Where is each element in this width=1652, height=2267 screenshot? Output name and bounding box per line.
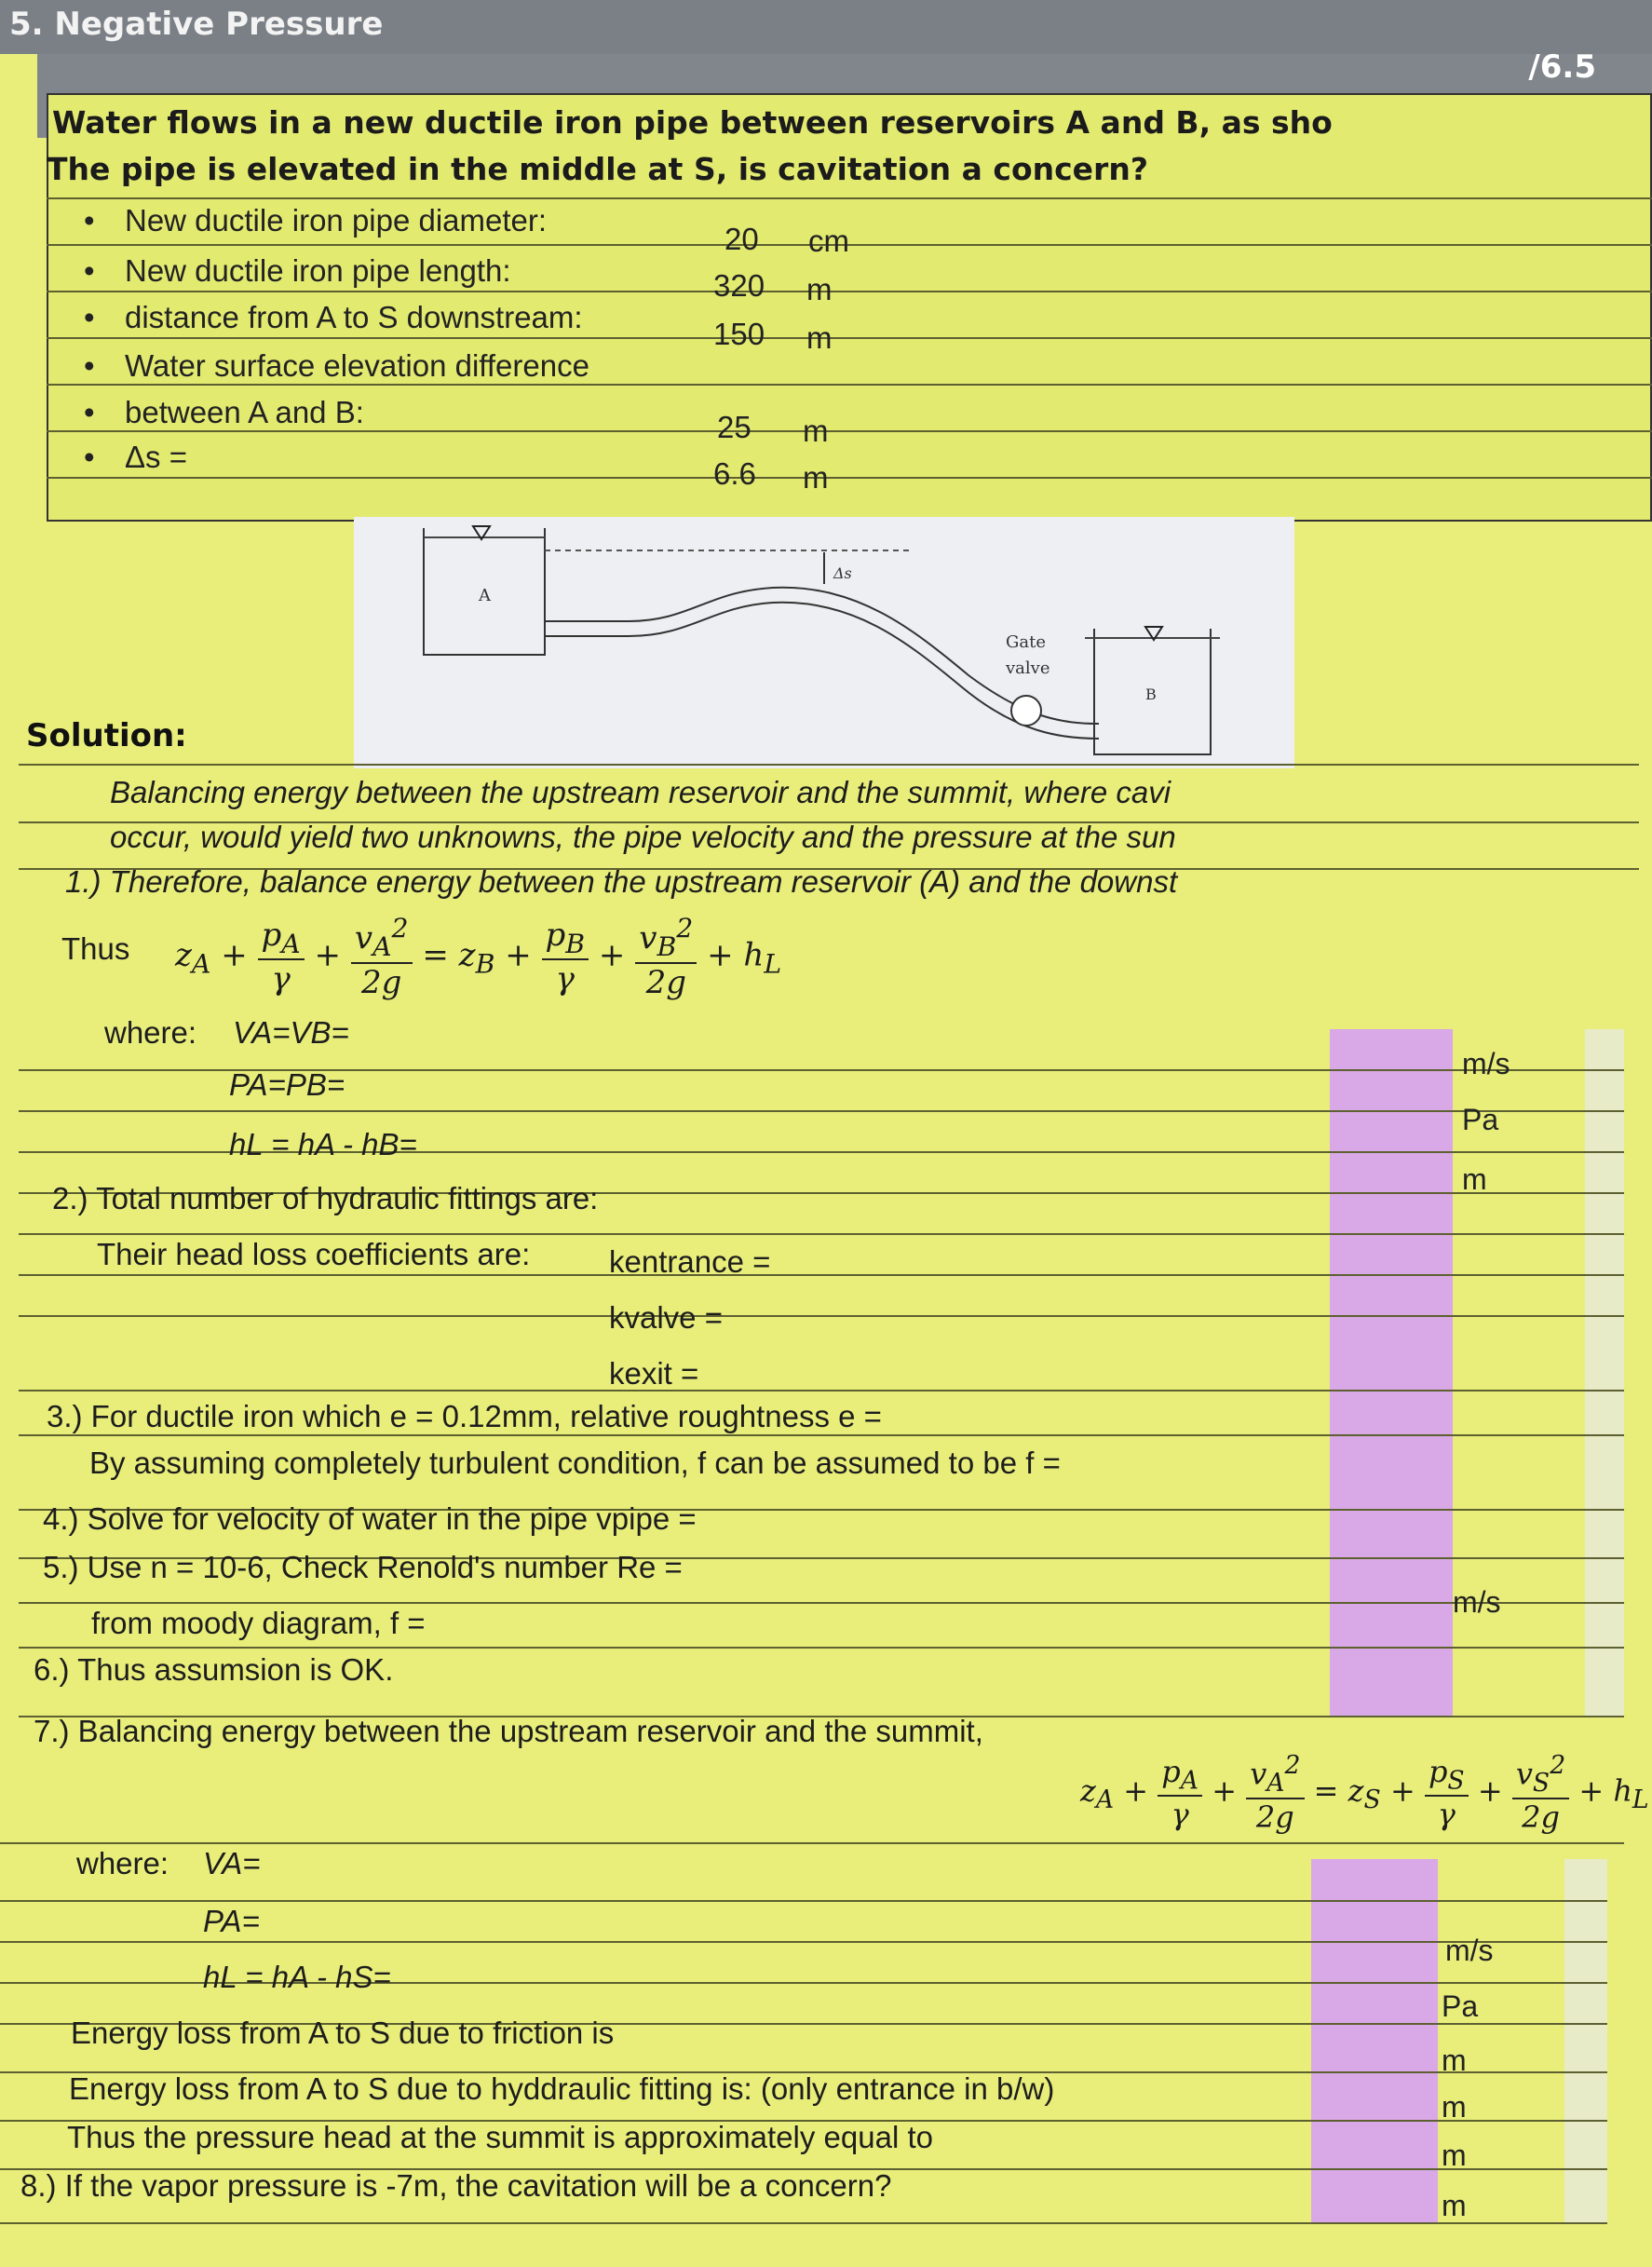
pipe-diagram-svg [354, 517, 1294, 768]
list-item: • Water surface elevation difference [84, 348, 589, 383]
unit-label: m [1462, 1162, 1487, 1196]
hl-label: hL = hA - hS= [203, 1960, 391, 1994]
k-entrance-label: kentrance = [609, 1244, 771, 1279]
divider [19, 764, 1639, 766]
k-valve-label: kvalve = [609, 1300, 723, 1335]
divider [47, 430, 1652, 432]
unit-label: m/s [1453, 1585, 1501, 1619]
header-bar [0, 0, 1652, 54]
item-value: 20 [724, 222, 759, 256]
energy-equation-2: $z_A$ + $\frac{p_A}{\gamma}$ + $\frac{v_A^2}{2g}$ = $z_S$ + $\frac{p_S}{\gamma}$ + $\frac{v_S^2}{2g}$ + $h_L$ [1080, 1751, 1649, 1836]
list-item: • Δs = [84, 440, 187, 474]
divider [47, 477, 1652, 479]
va-vb-label: VA=VB= [233, 1015, 349, 1050]
where-label: where: [104, 1015, 197, 1050]
solution-heading: Solution: [26, 717, 187, 754]
problem-line-2: The pipe is elevated in the middle at S, is cavitation a concern? [47, 151, 1148, 187]
step-3b: By assuming completely turbulent condition, f can be assumed to be f = [89, 1446, 1061, 1480]
step-7: 7.) Balancing energy between the upstream reservoir and the summit, [34, 1714, 983, 1748]
divider [0, 1842, 1624, 1844]
energy-equation-1: $z_A$ + $\frac{p_A}{\gamma}$ + $\frac{v_A^2}{2g}$ = $z_B$ + $\frac{p_B}{\gamma}$ + $\frac{v_B^2}{2g}$ + $h_L$ [175, 913, 782, 1002]
pressure-head-label: Thus the pressure head at the summit is approximately equal to [67, 2120, 933, 2154]
answer-column[interactable] [1330, 1029, 1453, 1717]
step-5: 5.) Use n = 10-6, Check Renold's number Re = [43, 1550, 683, 1584]
unit-label: m/s [1445, 1934, 1494, 1967]
item-unit: m [803, 414, 829, 448]
step-8: 8.) If the vapor pressure is -7m, the cavitation will be a concern? [20, 2168, 892, 2203]
divider [47, 197, 1652, 199]
gate-label: Gate [1006, 632, 1046, 652]
thus-label: Thus [61, 931, 130, 966]
step-1: 1.) Therefore, balance energy between the upstream reservoir (A) and the downst [65, 864, 1178, 899]
list-item: • distance from A to S downstream: [84, 300, 583, 334]
pa-pb-label: PA=PB= [229, 1067, 345, 1102]
valve-label: valve [1006, 658, 1050, 678]
pa-label: PA= [203, 1904, 260, 1938]
step-2: 2.) Total number of hydraulic fittings are: [52, 1181, 599, 1215]
list-item: • between A and B: [84, 395, 364, 429]
divider [19, 1315, 1624, 1317]
divider [19, 1647, 1624, 1649]
unit-label: m [1442, 2138, 1467, 2172]
label-delta-s: Δs [833, 564, 852, 582]
list-item: • New ductile iron pipe diameter: [84, 203, 548, 238]
question-title: 5. Negative Pressure [9, 6, 384, 43]
gate-valve-icon [1011, 696, 1041, 726]
item-unit: m [806, 272, 833, 306]
divider [19, 1233, 1624, 1235]
coefficient-label: Their head loss coefficients are: [97, 1237, 531, 1271]
divider [0, 2222, 1607, 2224]
label-b: B [1145, 686, 1157, 703]
pipe-diagram [354, 517, 1294, 768]
step-3: 3.) For ductile iron which e = 0.12mm, relative roughtness e = [47, 1399, 882, 1433]
step-6: 6.) Thus assumsion is OK. [34, 1652, 394, 1687]
intro-line-1: Balancing energy between the upstream reservoir and the summit, where cavi [110, 775, 1171, 809]
item-unit: m [803, 460, 829, 495]
k-exit-label: kexit = [609, 1356, 699, 1391]
intro-line-2: occur, would yield two unknowns, the pipe velocity and the pressure at the sun [110, 820, 1176, 854]
unit-label: m/s [1462, 1047, 1510, 1080]
divider [19, 1434, 1624, 1436]
answer-column-right [1585, 1029, 1624, 1717]
list-item: • New ductile iron pipe length: [84, 253, 511, 288]
item-unit: m [806, 320, 833, 355]
unit-label: Pa [1462, 1103, 1499, 1136]
divider [19, 1602, 1624, 1604]
va-label: VA= [203, 1846, 261, 1880]
unit-label: m [1442, 2043, 1467, 2077]
where-label: where: [76, 1846, 169, 1880]
unit-label: Pa [1442, 1989, 1479, 2023]
item-unit: cm [808, 224, 849, 258]
unit-label: m [1442, 2090, 1467, 2124]
item-value: 320 [713, 268, 765, 303]
item-value: 6.6 [713, 456, 756, 491]
divider [19, 1390, 1624, 1391]
divider [19, 1274, 1624, 1276]
item-value: 25 [717, 410, 752, 444]
divider [47, 337, 1652, 339]
divider [47, 384, 1652, 386]
divider [0, 1900, 1607, 1902]
label-a: A [479, 586, 491, 605]
divider [47, 244, 1652, 246]
unit-label: m [1442, 2189, 1467, 2222]
divider [0, 1941, 1607, 1943]
divider [19, 1110, 1624, 1112]
item-value: 150 [713, 317, 765, 351]
hl-label: hL = hA - hB= [229, 1127, 417, 1161]
step-4: 4.) Solve for velocity of water in the pipe vpipe = [43, 1501, 697, 1536]
fitting-loss-label: Energy loss from A to S due to hyddraulic fitting is: (only entrance in b/w) [69, 2071, 1055, 2106]
divider [47, 291, 1652, 292]
friction-loss-label: Energy loss from A to S due to friction is [71, 2016, 615, 2050]
problem-line-1: Water flows in a new ductile iron pipe between reservoirs A and B, as sho [52, 104, 1333, 141]
score-label: /6.5 [1528, 48, 1596, 86]
moody-label: from moody diagram, f = [91, 1606, 426, 1640]
